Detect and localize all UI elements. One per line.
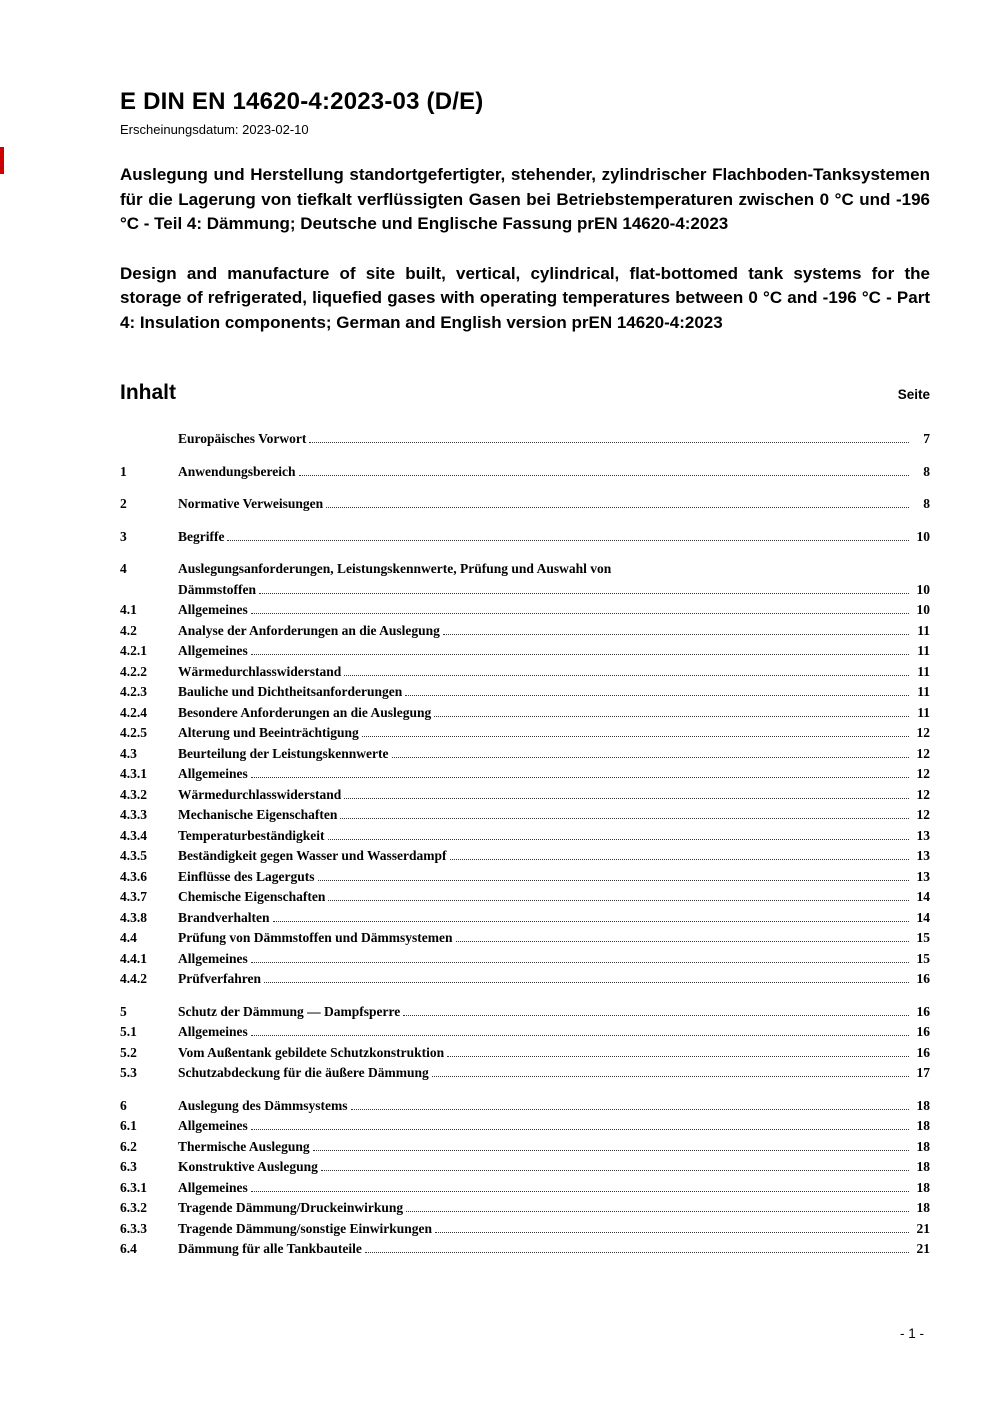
dot-leader xyxy=(227,540,909,541)
toc-entry-page: 8 xyxy=(923,496,930,511)
toc-entry-page: 16 xyxy=(916,1044,930,1060)
toc-entry-title: Tragende Dämmung/Druckeinwirkung xyxy=(178,1200,404,1215)
toc-entry-number: 4.3.6 xyxy=(120,868,147,884)
toc-entry-title: Dämmung für alle Tankbauteile xyxy=(178,1241,362,1256)
dot-leader xyxy=(405,695,909,696)
toc-entry-page: 21 xyxy=(916,1220,930,1236)
dot-leader xyxy=(344,675,909,676)
toc-entry-number: 3 xyxy=(120,528,127,544)
toc-entry-body xyxy=(178,1157,930,1178)
dot-leader xyxy=(251,1129,909,1130)
toc-entry-page: 21 xyxy=(916,1241,930,1256)
toc-entry xyxy=(120,703,930,724)
toc-entry-body xyxy=(178,1063,930,1084)
toc-entry-page: 18 xyxy=(916,1179,930,1195)
toc-entry xyxy=(120,1198,930,1219)
toc-entry-page: 11 xyxy=(917,704,930,720)
toc-entry xyxy=(120,826,930,847)
toc-entry-body xyxy=(178,723,930,744)
dot-leader xyxy=(251,1035,909,1036)
toc-entry xyxy=(120,429,930,450)
toc-entry-title: Besondere Anforderungen an die Auslegung xyxy=(178,704,432,720)
toc-entry-body xyxy=(178,908,930,929)
toc-entry xyxy=(120,1157,930,1178)
toc-entry-title: Auslegungsanforderungen, Leistungskennwerte, Prüfung und Auswahl von xyxy=(178,561,612,576)
toc-entry xyxy=(120,764,930,785)
toc-entry xyxy=(120,682,930,703)
toc-entry-body xyxy=(178,826,930,847)
toc-entry-number: 4.1 xyxy=(120,602,137,617)
toc-entry-body xyxy=(178,682,930,703)
toc-entry xyxy=(120,1063,930,1084)
toc-entry-number: 4.2.1 xyxy=(120,643,147,658)
toc-entry-page: 18 xyxy=(916,1138,930,1154)
toc-entry-title: Begriffe xyxy=(178,528,225,544)
toc-entry-body xyxy=(178,1198,930,1219)
toc-entry-title: Allgemeines xyxy=(178,950,248,966)
toc-entry-body xyxy=(178,785,930,806)
toc-entry-number: 6.4 xyxy=(120,1241,137,1256)
toc-entry-body xyxy=(178,928,930,949)
toc-entry xyxy=(120,805,930,826)
toc-entry-page: 12 xyxy=(916,807,930,822)
toc-entry xyxy=(120,641,930,662)
toc-entry xyxy=(120,1096,930,1117)
toc-entry xyxy=(120,559,930,600)
toc-entry-title: Analyse der Anforderungen an die Auslegung xyxy=(178,622,440,638)
toc-entry-number: 4.2.4 xyxy=(120,704,147,720)
toc-entry-body xyxy=(178,887,930,908)
toc-entry-title: Chemische Eigenschaften xyxy=(178,889,326,904)
dot-leader xyxy=(321,1170,909,1171)
toc-entry-body xyxy=(178,1239,930,1260)
toc-entry-body xyxy=(178,559,930,600)
toc-entry xyxy=(120,1002,930,1023)
toc-entry-page: 10 xyxy=(916,581,930,597)
toc-entry-number: 1 xyxy=(120,463,127,479)
toc-entry-number: 4.2.3 xyxy=(120,684,147,699)
toc-page-column-label: Seite xyxy=(897,387,930,402)
toc-entry-number: 4.3.3 xyxy=(120,807,147,822)
toc-entry-title: Thermische Auslegung xyxy=(178,1138,310,1154)
toc-entry-title: Einflüsse des Lagerguts xyxy=(178,868,315,884)
toc-entry-title: Allgemeines xyxy=(178,1024,248,1039)
dot-leader xyxy=(299,475,909,476)
toc-entry-page: 15 xyxy=(916,930,930,945)
toc-entry-number: 5.3 xyxy=(120,1065,137,1080)
dot-leader xyxy=(264,982,909,983)
toc-entry-number: 5.1 xyxy=(120,1024,137,1039)
dot-leader xyxy=(328,839,909,840)
dot-leader xyxy=(344,798,909,799)
toc-entry-title: Vom Außentank gebildete Schutzkonstruktion xyxy=(178,1044,445,1060)
dot-leader xyxy=(435,1232,909,1233)
toc-entry xyxy=(120,621,930,642)
toc-entry-title: Bauliche und Dichtheitsanforderungen xyxy=(178,684,403,699)
toc-entry-title: Allgemeines xyxy=(178,766,248,781)
toc-entry-page: 14 xyxy=(916,909,930,925)
toc-entry xyxy=(120,887,930,908)
toc-entry-number: 4.3.8 xyxy=(120,909,147,925)
toc-entry-page: 18 xyxy=(916,1159,930,1174)
page-number: - 1 - xyxy=(899,1326,924,1341)
toc-entry-body xyxy=(178,1116,930,1137)
toc-entry-title: Europäisches Vorwort xyxy=(178,431,307,446)
title-german: Auslegung und Herstellung standortgefertigter, stehender, zylindrischer Flachboden-Tanksystemen für die Lagerung von tiefkalt verflüssigten Gasen bei Betriebstemperaturen zwischen 0 °C und -196 °C - Teil 4: Dämmung; Deutsche und Englische Fassung prEN 14620-4:2023 xyxy=(120,165,930,233)
toc-entry-number: 6.3 xyxy=(120,1159,137,1174)
toc-entry-page: 13 xyxy=(916,848,930,863)
dot-leader xyxy=(362,736,909,737)
dot-leader xyxy=(318,880,909,881)
toc-entry-page: 16 xyxy=(916,1003,930,1019)
dot-leader xyxy=(434,716,909,717)
toc-entry-number: 4.4.2 xyxy=(120,971,147,986)
toc-entry xyxy=(120,785,930,806)
toc-entry-title: Konstruktive Auslegung xyxy=(178,1159,318,1174)
toc-entry-body xyxy=(178,621,930,642)
toc-entry xyxy=(120,662,930,683)
toc-entry-body xyxy=(178,1002,930,1023)
toc-entry xyxy=(120,949,930,970)
toc-entry-body xyxy=(178,1137,930,1158)
toc-list xyxy=(120,429,930,1260)
toc-entry-page: 15 xyxy=(916,950,930,966)
toc-entry-title: Temperaturbeständigkeit xyxy=(178,827,325,843)
toc-entry-title: Brandverhalten xyxy=(178,909,270,925)
dot-leader xyxy=(365,1252,909,1253)
toc-entry-body xyxy=(178,1178,930,1199)
toc-entry-number: 4.4.1 xyxy=(120,950,147,966)
toc-entry-page: 16 xyxy=(916,1024,930,1039)
toc-entry-title: Alterung und Beeinträchtigung xyxy=(178,725,359,740)
toc-entry xyxy=(120,908,930,929)
toc-entry-number: 4.4 xyxy=(120,930,137,945)
toc-entry-number: 6 xyxy=(120,1097,127,1113)
toc-entry-number: 4.3 xyxy=(120,745,137,761)
toc-entry-page: 12 xyxy=(916,725,930,740)
toc-entry-number: 4.3.7 xyxy=(120,889,147,904)
toc-entry-page: 12 xyxy=(916,745,930,761)
dot-leader xyxy=(328,900,909,901)
toc-entry xyxy=(120,744,930,765)
dot-leader xyxy=(251,962,909,963)
dot-leader xyxy=(326,507,909,508)
toc-entry xyxy=(120,600,930,621)
toc-entry-number: 6.1 xyxy=(120,1118,137,1133)
toc-entry-page: 13 xyxy=(916,827,930,843)
toc-entry-title: Wärmedurchlasswiderstand xyxy=(178,786,342,802)
toc-entry-page: 14 xyxy=(916,889,930,904)
toc-entry-number: 4.3.5 xyxy=(120,848,147,863)
toc-entry-title: Prüfverfahren xyxy=(178,971,261,986)
margin-change-marker xyxy=(0,147,4,174)
doc-number: E DIN EN 14620-4:2023-03 (D/E) xyxy=(120,88,484,115)
toc-entry-title: Tragende Dämmung/sonstige Einwirkungen xyxy=(178,1220,433,1236)
toc-heading: Inhalt xyxy=(120,381,176,404)
toc-entry-body xyxy=(178,744,930,765)
toc-entry-body xyxy=(178,1096,930,1117)
dot-leader xyxy=(403,1015,909,1016)
toc-entry-number: 6.3.2 xyxy=(120,1200,147,1215)
toc-entry-title: Normative Verweisungen xyxy=(178,496,324,511)
dot-leader xyxy=(447,1056,909,1057)
dot-leader xyxy=(351,1109,909,1110)
toc-entry-title: Beständigkeit gegen Wasser und Wasserdampf xyxy=(178,848,447,863)
toc-entry-title: Beurteilung der Leistungskennwerte xyxy=(178,745,389,761)
toc-entry xyxy=(120,1219,930,1240)
toc-entry-body xyxy=(178,429,930,450)
dot-leader xyxy=(406,1211,909,1212)
toc-entry-page: 12 xyxy=(916,766,930,781)
dot-leader xyxy=(251,654,909,655)
toc-entry-title: Schutzabdeckung für die äußere Dämmung xyxy=(178,1065,429,1080)
toc-entry-page: 11 xyxy=(917,643,930,658)
toc-entry-body xyxy=(178,527,930,548)
toc-entry xyxy=(120,723,930,744)
toc-entry-body xyxy=(178,462,930,483)
toc-entry xyxy=(120,846,930,867)
toc-entry-title: Anwendungsbereich xyxy=(178,463,296,479)
toc-entry-number: 4.2.2 xyxy=(120,663,147,679)
toc-entry xyxy=(120,1116,930,1137)
toc-entry xyxy=(120,928,930,949)
toc-entry-body xyxy=(178,494,930,515)
toc-entry-title: Wärmedurchlasswiderstand xyxy=(178,663,342,679)
toc-entry-body xyxy=(178,703,930,724)
toc-entry-body xyxy=(178,1043,930,1064)
toc-entry-title: Allgemeines xyxy=(178,602,248,617)
toc-entry-body xyxy=(178,600,930,621)
toc-entry-title: Auslegung des Dämmsystems xyxy=(178,1097,348,1113)
dot-leader xyxy=(340,818,909,819)
toc-entry-number: 6.3.1 xyxy=(120,1179,147,1195)
dot-leader xyxy=(309,442,909,443)
toc-entry-title: Mechanische Eigenschaften xyxy=(178,807,338,822)
toc-entry xyxy=(120,1178,930,1199)
toc-entry-number: 4.2.5 xyxy=(120,725,147,740)
toc-entry xyxy=(120,1043,930,1064)
toc-entry-page: 16 xyxy=(916,971,930,986)
toc-entry-number: 4.3.1 xyxy=(120,766,147,781)
toc-entry-number: 5.2 xyxy=(120,1044,137,1060)
publication-date: Erscheinungsdatum: 2023-02-10 xyxy=(120,122,309,137)
dot-leader xyxy=(273,921,909,922)
dot-leader xyxy=(259,593,909,594)
dot-leader xyxy=(313,1150,909,1151)
toc-entry-number: 6.2 xyxy=(120,1138,137,1154)
toc-entry-number: 4.3.4 xyxy=(120,827,147,843)
toc-entry-page: 17 xyxy=(916,1065,930,1080)
toc-entry-body xyxy=(178,805,930,826)
toc-entry-page: 8 xyxy=(923,463,930,479)
toc-entry-title: Allgemeines xyxy=(178,1179,248,1195)
toc-entry-page: 10 xyxy=(916,528,930,544)
toc-entry-page: 18 xyxy=(916,1118,930,1133)
title-english: Design and manufacture of site built, vertical, cylindrical, flat-bottomed tank systems for the storage of refrigerated, liquefied gases with operating temperatures between 0 °C and -196 °C - Part 4: Insulation components; German and English version prEN 14620-4:2023 xyxy=(120,263,930,332)
dot-leader xyxy=(432,1076,909,1077)
toc-entry xyxy=(120,1239,930,1260)
dot-leader xyxy=(251,613,909,614)
toc-entry-body xyxy=(178,662,930,683)
toc-entry-page: 10 xyxy=(916,602,930,617)
toc-entry-number: 4.2 xyxy=(120,622,137,638)
dot-leader xyxy=(392,757,909,758)
toc-entry-page: 11 xyxy=(917,684,930,699)
toc-header xyxy=(120,381,930,405)
toc-entry-number: 2 xyxy=(120,496,127,511)
toc-entry-title: Allgemeines xyxy=(178,643,248,658)
toc-entry-page: 18 xyxy=(916,1200,930,1215)
dot-leader xyxy=(443,634,909,635)
toc-entry-body xyxy=(178,1219,930,1240)
toc-entry-page: 12 xyxy=(916,786,930,802)
toc-entry-page: 11 xyxy=(917,622,930,638)
toc-entry xyxy=(120,494,930,515)
dot-leader xyxy=(251,777,909,778)
toc-entry-title: Schutz der Dämmung — Dampfsperre xyxy=(178,1003,401,1019)
toc-entry xyxy=(120,1137,930,1158)
toc-entry-number xyxy=(120,429,178,450)
toc-entry xyxy=(120,969,930,990)
toc-entry-body xyxy=(178,846,930,867)
toc-entry xyxy=(120,1022,930,1043)
toc-entry-number: 4 xyxy=(120,561,127,576)
dot-leader xyxy=(450,859,909,860)
toc-entry-title: Dämmstoffen xyxy=(178,581,256,597)
toc-entry-number: 6.3.3 xyxy=(120,1220,147,1236)
toc-entry-body xyxy=(178,641,930,662)
toc-entry-number: 4.3.2 xyxy=(120,786,147,802)
toc-entry-body xyxy=(178,969,930,990)
toc-entry-page: 18 xyxy=(916,1097,930,1113)
toc-entry-title: Prüfung von Dämmstoffen und Dämmsystemen xyxy=(178,930,453,945)
toc-entry-body xyxy=(178,764,930,785)
toc-entry xyxy=(120,462,930,483)
toc-entry-page: 13 xyxy=(916,868,930,884)
toc-entry-number: 5 xyxy=(120,1003,127,1019)
toc-entry xyxy=(120,527,930,548)
dot-leader xyxy=(251,1191,909,1192)
toc-entry-body xyxy=(178,1022,930,1043)
toc-entry-title: Allgemeines xyxy=(178,1118,248,1133)
toc-entry-body xyxy=(178,867,930,888)
toc-entry-page: 7 xyxy=(923,431,930,446)
toc-entry-body xyxy=(178,949,930,970)
dot-leader xyxy=(456,941,909,942)
toc-entry xyxy=(120,867,930,888)
toc-entry-page: 11 xyxy=(917,663,930,679)
